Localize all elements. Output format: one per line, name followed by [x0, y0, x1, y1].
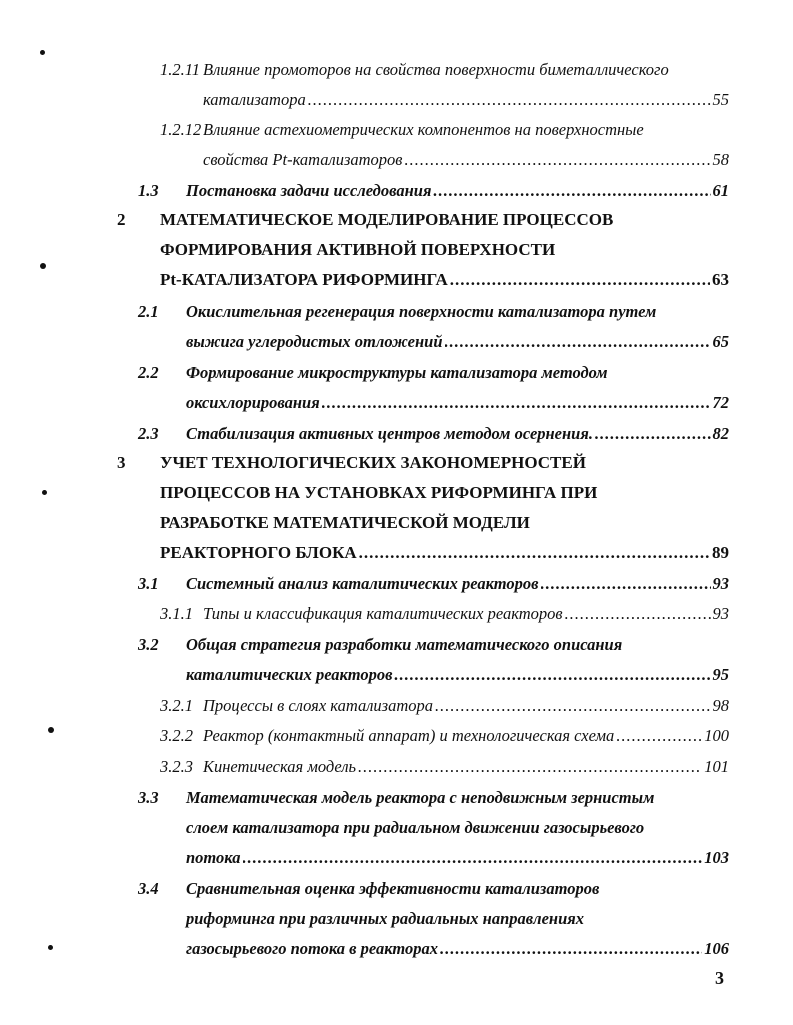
toc-entry-3-4-cont[interactable] [186, 939, 729, 959]
toc-entry-title: РЕАКТОРНОГО БЛОКА [160, 543, 357, 562]
toc-leader-dots [433, 181, 710, 201]
toc-entry-title: Процессы в слоях катализатора [203, 696, 434, 715]
toc-entry-title: ПРОЦЕССОВ НА УСТАНОВКАХ РИФОРМИНГА ПРИ [160, 483, 598, 502]
toc-leader-dots [435, 696, 710, 716]
toc-entry-3-2-cont[interactable] [186, 665, 729, 685]
toc-entry-2-1[interactable] [138, 302, 729, 322]
toc-entry-title: катализатора [203, 90, 306, 109]
toc-entry-title: Реактор (контактный аппарат) и технологическая схема [203, 726, 615, 745]
toc-entry-3-2-2[interactable] [160, 726, 729, 746]
toc-entry-page: 55 [712, 90, 729, 109]
toc-entry-page: 58 [712, 150, 729, 169]
toc-leader-dots [322, 393, 711, 413]
toc-leader-dots [404, 150, 710, 170]
toc-entry-number: 3.2.2 [160, 726, 193, 745]
toc-entry-title: РАЗРАБОТКЕ МАТЕМАТИЧЕСКОЙ МОДЕЛИ [160, 513, 530, 532]
toc-entry-title: выжига углеродистых отложений [186, 332, 443, 351]
toc-leader-dots [450, 270, 710, 290]
toc-chapter-2-cont[interactable] [160, 270, 729, 290]
toc-chapter-3-cont[interactable] [160, 543, 729, 563]
toc-entry-page: 100 [704, 726, 729, 745]
toc-leader-dots [243, 848, 703, 868]
toc-entry-page: 89 [712, 543, 729, 562]
toc-entry-title: оксихлорирования [186, 393, 320, 412]
toc-entry-page: 61 [712, 181, 729, 200]
toc-entry-page: 98 [712, 696, 729, 715]
toc-entry-1-2-11[interactable] [160, 60, 730, 80]
toc-entry-number: 2.1 [138, 302, 159, 321]
toc-entry-page: 65 [712, 332, 729, 351]
toc-entry-title: Постановка задачи исследования [186, 181, 432, 200]
toc-entry-number: 3.1 [138, 574, 159, 593]
scan-speck [40, 50, 45, 55]
toc-leader-dots [616, 726, 702, 746]
toc-entry-page: 93 [712, 574, 729, 593]
toc-entry-3-4[interactable] [138, 879, 729, 899]
toc-entry-title: Сравнительная оценка эффективности катализаторов [186, 879, 600, 898]
toc-entry-number: 3.1.1 [160, 604, 193, 623]
toc-entry-title: риформинга при различных радиальных направлениях [186, 909, 585, 928]
toc-chapter-3-cont[interactable] [160, 513, 729, 533]
toc-leader-dots [595, 424, 711, 444]
toc-entry-number: 3.4 [138, 879, 159, 898]
toc-chapter-3-cont[interactable] [160, 483, 729, 503]
toc-leader-dots [565, 604, 711, 624]
toc-entry-title: газосырьевого потока в реакторах [186, 939, 439, 958]
toc-entry-2-1-cont[interactable] [186, 332, 729, 352]
toc-entry-title: слоем катализатора при радиальном движении газосырьевого [186, 818, 645, 837]
toc-entry-3-1-1[interactable] [160, 604, 729, 624]
toc-entry-3-3-cont[interactable] [186, 818, 729, 838]
toc-entry-2-2[interactable] [138, 363, 729, 383]
toc-entry-3-3-cont[interactable] [186, 848, 729, 868]
toc-entry-3-1[interactable] [138, 574, 729, 594]
toc-entry-number: 3.3 [138, 788, 159, 807]
toc-entry-title: Математическая модель реактора с неподвижным зернистым [186, 788, 655, 807]
toc-chapter-3[interactable] [117, 453, 729, 473]
toc-entry-number: 3.2.3 [160, 757, 193, 776]
toc-entry-number: 2 [117, 210, 126, 229]
toc-entry-3-2-1[interactable] [160, 696, 729, 716]
toc-entry-number: 3.2.1 [160, 696, 193, 715]
toc-entry-page: 93 [712, 604, 729, 623]
toc-entry-number: 1.3 [138, 181, 159, 200]
toc-leader-dots [308, 90, 711, 110]
toc-entry-title: каталитических реакторов [186, 665, 393, 684]
toc-leader-dots [359, 543, 710, 563]
scan-speck [48, 945, 53, 950]
toc-entry-3-2-3[interactable] [160, 757, 729, 777]
toc-entry-number: 1.2.12 [160, 120, 202, 139]
toc-leader-dots [541, 574, 711, 594]
toc-entry-3-3[interactable] [138, 788, 729, 808]
toc-entry-2-2-cont[interactable] [186, 393, 729, 413]
toc-entry-title: ФОРМИРОВАНИЯ АКТИВНОЙ ПОВЕРХНОСТИ [160, 240, 556, 259]
toc-entry-1-2-12[interactable] [160, 120, 730, 140]
scan-speck [42, 490, 47, 495]
toc-entry-number: 3.2 [138, 635, 159, 654]
toc-entry-title: УЧЕТ ТЕХНОЛОГИЧЕСКИХ ЗАКОНОМЕРНОСТЕЙ [160, 453, 586, 472]
toc-entry-title: Стабилизация активных центров методом осернения. [186, 424, 593, 443]
toc-entry-number: 2.2 [138, 363, 159, 382]
toc-entry-page: 95 [712, 665, 729, 684]
toc-entry-1-2-11-cont[interactable] [203, 90, 729, 110]
toc-entry-title: МАТЕМАТИЧЕСКОЕ МОДЕЛИРОВАНИЕ ПРОЦЕССОВ [160, 210, 614, 229]
toc-entry-title: Окислительная регенерация поверхности катализатора путем [186, 302, 657, 321]
toc-entry-title: Влияние промоторов на свойства поверхности биметаллического [203, 60, 669, 79]
scan-speck [40, 263, 46, 269]
toc-entry-page: 82 [712, 424, 729, 443]
toc-entry-number: 1.2.11 [160, 60, 201, 79]
toc-chapter-2-cont[interactable] [160, 240, 729, 260]
toc-entry-title: свойства Pt-катализаторов [203, 150, 403, 169]
page-number: 3 [715, 968, 724, 988]
toc-entry-title: Типы и классификация каталитических реакторов [203, 604, 563, 623]
toc-entry-2-3[interactable] [138, 424, 729, 444]
toc-entry-1-3[interactable] [138, 181, 729, 201]
scan-speck [48, 727, 54, 733]
toc-entry-title: Формирование микроструктуры катализатора методом [186, 363, 608, 382]
toc-leader-dots [394, 665, 710, 685]
toc-entry-page: 101 [704, 757, 729, 776]
toc-entry-3-4-cont[interactable] [186, 909, 729, 929]
toc-leader-dots [440, 939, 702, 959]
toc-entry-number: 3 [117, 453, 126, 472]
toc-entry-title: Влияние астехиометрических компонентов на поверхностные [203, 120, 644, 139]
toc-entry-title: потока [186, 848, 241, 867]
toc-chapter-2[interactable] [117, 210, 729, 230]
toc-entry-title: Pt-КАТАЛИЗАТОРА РИФОРМИНГА [160, 270, 448, 289]
toc-entry-page: 103 [704, 848, 729, 867]
toc-entry-title: Общая стратегия разработки математического описания [186, 635, 623, 654]
toc-leader-dots [445, 332, 711, 352]
toc-entry-1-2-12-cont[interactable] [203, 150, 729, 170]
toc-entry-page: 72 [712, 393, 729, 412]
toc-entry-page: 63 [712, 270, 729, 289]
toc-entry-title: Кинетическая модель [203, 757, 357, 776]
toc-entry-page: 106 [704, 939, 729, 958]
toc-entry-title: Системный анализ каталитических реакторов [186, 574, 539, 593]
toc-entry-number: 2.3 [138, 424, 159, 443]
toc-entry-3-2[interactable] [138, 635, 729, 655]
toc-leader-dots [358, 757, 702, 777]
